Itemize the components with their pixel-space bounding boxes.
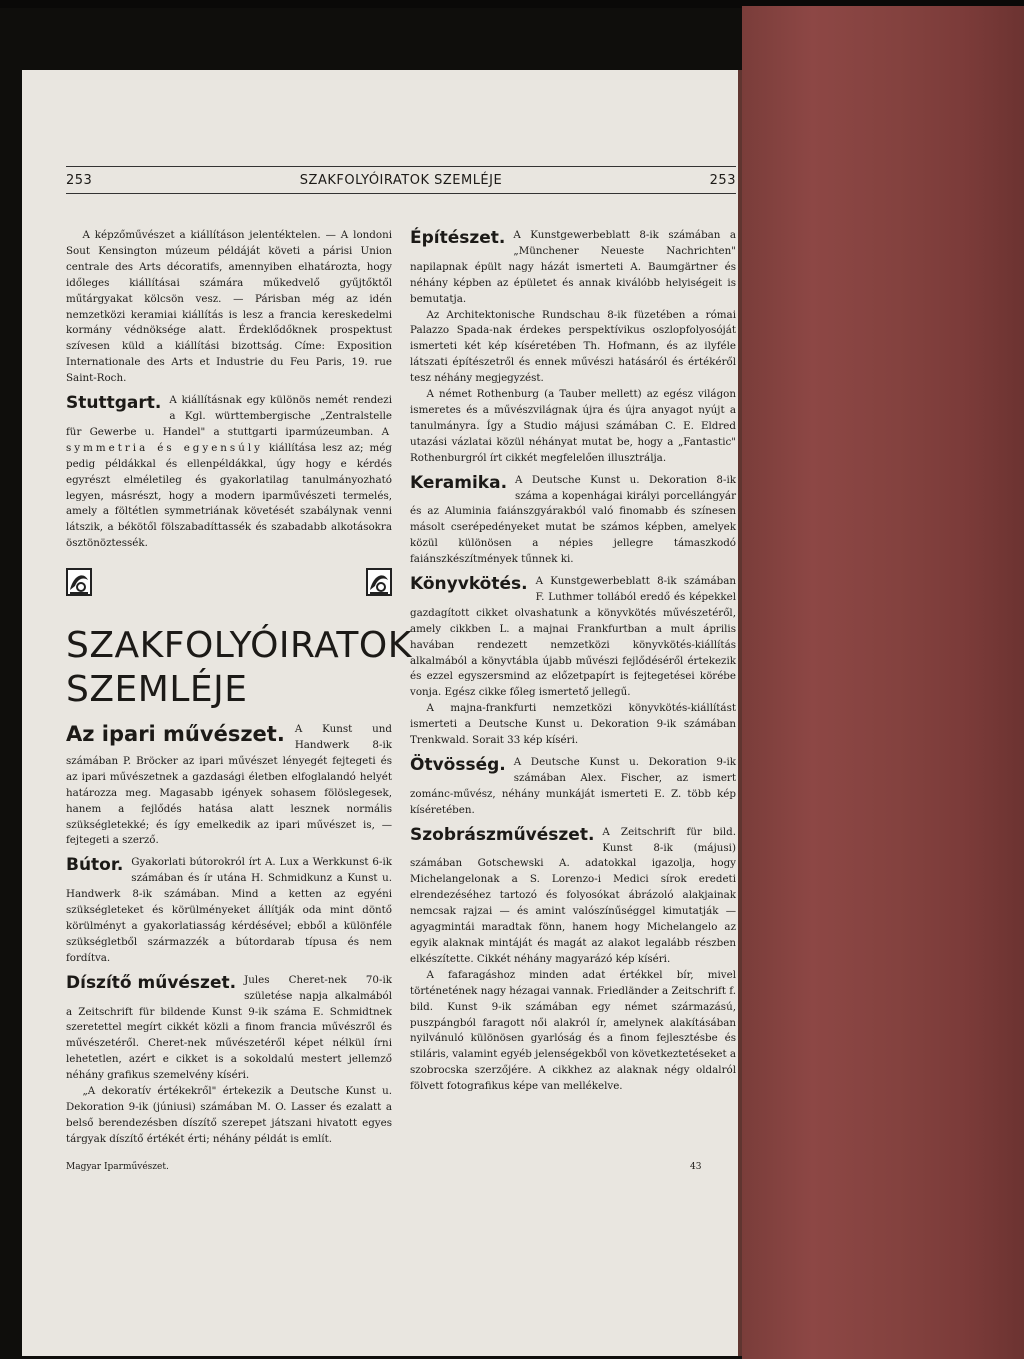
page-number-left: 253 xyxy=(66,172,93,188)
section-title-line-1: SZAKFOLYÓIRATOK xyxy=(66,625,412,667)
kera-paragraph xyxy=(410,473,736,568)
ipari-text: A Kunst und Handwerk 8-ik számában P. Bröcker az ipari művészet lényegét fejtegeti és az ipari művészetnek a gazdasági életben elfoglalandó helyét határozza meg. Magasabb igények sohasem fölöslegesek, hanem a fejlődés hatása alatt lesznek normális szükségletekké; és így emelkedik az ipari művészet is, — fejtegeti a szerző. xyxy=(66,723,392,847)
right-column xyxy=(410,228,736,1095)
epit-paragraph-3: A német Rothenburg (a Tauber mellett) az egész világon ismeretes és a művészvilágnak újra és újra anyagot nyújt a tanulmányra. Így a Studio májusi számában C. E. Eldred utazási vázlatai közül néhányat mutat be, hogy a „Fantastic" Rothenburgról írt cikkét megfelelően illusztrálja. xyxy=(410,388,736,464)
butor-heading: Bútor. xyxy=(66,855,124,876)
section-title xyxy=(66,624,412,712)
epit-paragraph-2: Az Architektonische Rundschau 8-ik füzetében a római Palazzo Spada-nak érdekes perspektívikus oszlopfolyosóját ismerteti két kép kíséretében Th. Hofmann, és az ilyféle látszati építészetről és ennek művészi hatásáról és értékéről tesz néhány megjegyzést. xyxy=(410,308,736,385)
szob-paragraph xyxy=(410,825,736,968)
intro-paragraph: A képzőművészet a kiállításon jelentéktelen. — A londoni Sout Kensington múzeum példáját követi a párisi Union centrale des Arts décoratifs, amennyiben elhatározta, hogy időleges kiállításai számára műkedvelő gyűjtőktől műtárgyakat kölcsön vesz. — Párisban még az idén nemzetközi keramiai kiállítás is lesz a francia kereskedelmi kormány védnöksége alatt. Érdeklődőknek prospektust szívesen küld a kiállítási bizottság. Címe: Exposition Internationale des Arts et Industrie du Feu Paris, 19. rue Saint-Roch. xyxy=(66,229,392,385)
publisher-logo-icon xyxy=(366,568,392,596)
page-number-right: 253 xyxy=(709,172,736,188)
stuttgart-heading: Stuttgart. xyxy=(66,393,162,414)
publisher-logo-icon xyxy=(66,568,92,596)
konyv-heading: Könyvkötés. xyxy=(410,574,528,595)
szob-paragraph-2: A fafaragáshoz minden adat értékkel bír, mivel történetének nagy hézagai vannak. Friedländer a Zeitschrift f. bild. Kunst 9-ik számában egy német származású, puszpángból faragott női alakról ír, amelynek alakításában nyilvánuló különösen gyarlóság és a finom fejlesztésbe és stiláris, valamint egyéb jelenségekből von következtetéseket a szobrocska szerzőjére. A cikkhez az alaknak négy oldalról fölvett fotografikus képe van mellékelve. xyxy=(410,968,736,1093)
butor-text: Gyakorlati bútorokról írt A. Lux a Werkkunst 6-ik számában és ír utána H. Schmidkunz a Kunst u. Handwerk 8-ik számában. Mind a ketten az egyéni szükségleteket és körülményeket állítják oda mint döntő körülményt a gyakorlatiasság kérdésével; ebből a különféle szükségletből származzék a bútordarab típusa és nem fordítva. xyxy=(66,856,392,964)
footer-page-number: 43 xyxy=(690,1162,702,1172)
otv-text: A Deutsche Kunst u. Dekoration 9-ik számában Alex. Fischer, az ismert zománc-művész, néhány munkáját ismerteti E. Z. több kép kíséretében. xyxy=(410,756,736,816)
diszito-heading: Díszítő művészet. xyxy=(66,972,237,993)
kera-text: A Deutsche Kunst u. Dekoration 8-ik száma a kopenhágai királyi porcellángyár és az Aluminia faiánszgyárakból való finomabb és színesen másolt cserépedényeket mutat be számos képben, amelyek közül különösen a népies jellegre támaszkodó faiánszkészítmények tűnnek ki. xyxy=(410,473,736,566)
footer-left: Magyar Iparművészet. xyxy=(66,1162,169,1172)
ipari-heading: Az ipari művészet. xyxy=(66,722,285,747)
stuttgart-text-a: A kiállításnak egy különös nemét rendezi a Kgl. württembergische „Zentralstelle für Gewerbe u. Handel" a stuttgarti iparmúzeumban. xyxy=(66,394,392,438)
running-header xyxy=(66,166,736,194)
konyv-text: A Kunstgewerbeblatt 8-ik számában F. Luthmer tollából eredő és képekkel gazdagított cikket olvashatunk a könyvkötés művészetéről, amely cikkben L. a majnai Frankfurtban a mult április havában rendezett nemzetközi könyvkötés-kiállítás alkalmából a könyvtábla újabb művészi fejlődéséről értekezik és ezzel egyszersmind az előzetpapírt is fejtegetései körébe vonja. Egész cikke főleg ismertető jellegű. xyxy=(410,575,736,699)
konyv-paragraph-2: A majna-frankfurti nemzetközi könyvkötés-kiállítást ismerteti a Deutsche Kunst u. Dekoration 9-ik számában Trenkwald. Sorait 33 kép kíséri. xyxy=(410,702,736,747)
otv-heading: Ötvösség. xyxy=(410,755,506,775)
szob-text: A Zeitschrift für bild. Kunst 8-ik (májusi) számában Gotschewski A. adatokkal igazolja, hogy Michelangelonak a S. Lorenzo-i Medici sírok eredeti elrendezéséhez tartozó és folyosókat ábrázoló alakjainak nemcsak rajzai — és amint valószínűséggel kimutatják — agyagmintái maradtak fönn, hanem hogy Michelangelo az egyik alaknak mintáját és magát az alakot legalább részben elkészítette. Cikkét néhány magyarázó kép kíséri. xyxy=(410,825,736,965)
stuttgart-spaced-text: A symmetria és egyensúly xyxy=(66,425,392,454)
konyv-paragraph xyxy=(410,574,736,701)
epit-text: A Kunstgewerbeblatt 8-ik számában a „Münchener Neueste Nachrichten" napilapnak épült nagy házát ismerteti A. Baumgärtner és néhány képben az épületet és annak kiválóbb helyiségeit is bemutatja. xyxy=(410,229,736,305)
book-binding xyxy=(742,6,1024,1359)
stuttgart-paragraph xyxy=(66,393,392,552)
section-title-line-2: SZEMLÉJE xyxy=(66,669,248,711)
stuttgart-text-b: kiállítása lesz az; még pedig példákkal és ellenpéldákkal, úgy hogy e kérdés egyrészt elméletileg és gyakorlatilag tanulmányozható legyen, másrészt, hogy a modern iparművészeti termelés, amely a föltétlen symmetriának követését szabálynak venni látszik, a békötől fölszabadíttassék és szabadabb alkotásokra ösztönöztessék. xyxy=(66,441,392,550)
diszito-paragraph-2: „A dekoratív értékekről" értekezik a Deutsche Kunst u. Dekoration 9-ik (júniusi) számában M. O. Lasser és ezalatt a belső berendezésben díszítő szerepet játszani hivatott egyes tárgyak díszítő értékét érti; néhány példát is említ. xyxy=(66,1085,392,1145)
left-column xyxy=(66,228,412,1148)
diszito-text: Jules Cheret-nek 70-ik születése napja alkalmából a Zeitschrift für bildende Kunst 9-ik száma E. Schmidtnek szeretettel megírt cikkét közli a finom francia művészről és művészetéről. Cheret-nek művészetéről képet nélkül írni lehetetlen, azért e cikket is a sokoldalú mestert jellemző néhány grafikus szemelvény kíséri. xyxy=(66,973,392,1082)
diszito-paragraph xyxy=(66,973,392,1084)
ipari-paragraph xyxy=(66,722,392,849)
szob-heading: Szobrászművészet. xyxy=(410,824,595,845)
otv-paragraph xyxy=(410,755,736,819)
butor-paragraph xyxy=(66,855,392,966)
running-title: SZAKFOLYÓIRATOK SZEMLÉJE xyxy=(299,172,503,188)
kera-heading: Keramika. xyxy=(410,472,508,493)
ornament-row xyxy=(66,568,392,596)
epit-paragraph xyxy=(410,228,736,308)
epit-heading: Építészet. xyxy=(410,228,506,248)
